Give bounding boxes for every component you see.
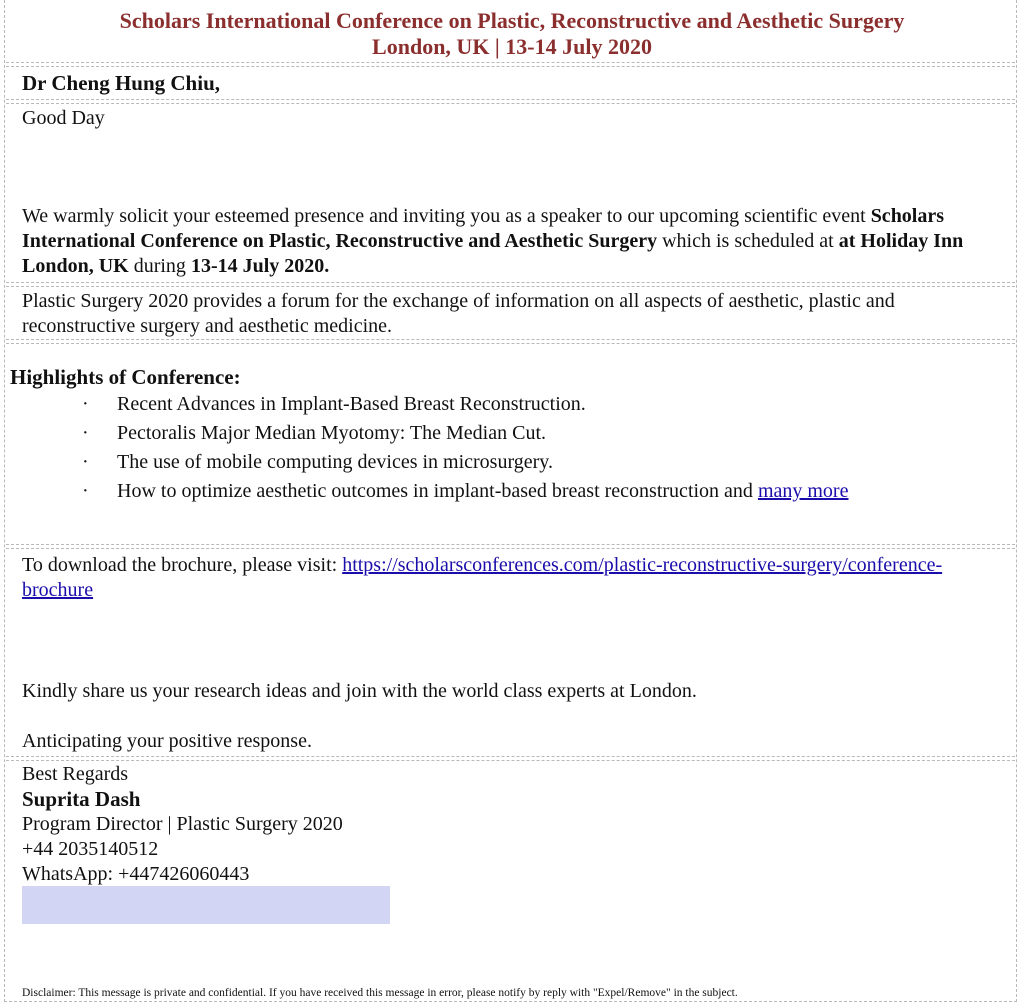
event-dates: 13-14 July 2020.: [190, 255, 330, 277]
divider: [6, 282, 1015, 287]
highlight-text: Recent Advances in Implant-Based Breast Reconstruction.: [117, 393, 586, 415]
conference-title-line2: London, UK | 13-14 July 2020: [372, 34, 652, 59]
highlight-text: The use of mobile computing devices in microsurgery.: [117, 451, 554, 473]
regards: Best Regards: [22, 763, 129, 785]
invitation-text: during: [128, 255, 191, 277]
list-item: [0, 391, 1000, 417]
divider: [6, 62, 1015, 67]
brochure-link[interactable]: https://scholarsconferences.com/plastic-reconstructive-surgery/conference-brochure: [22, 554, 943, 601]
divider: [6, 99, 1015, 104]
highlight-text: Pectoralis Major Median Myotomy: The Median Cut.: [117, 422, 547, 444]
forum-paragraph: Plastic Surgery 2020 provides a forum for the exchange of information on all aspects of aesthetic, plastic and reconstructive surgery and aesthetic medicine.: [22, 290, 895, 337]
anticipate-paragraph: Anticipating your positive response.: [22, 730, 312, 752]
redacted-block: [22, 886, 390, 924]
brochure-paragraph: [22, 553, 997, 603]
invitation-text: which is scheduled at: [657, 230, 839, 252]
divider: [6, 756, 1015, 761]
bullet-icon: ·: [82, 422, 89, 444]
list-item: [0, 478, 1000, 504]
sender-phone: +44 2035140512: [22, 838, 159, 860]
conference-title-line1: Scholars International Conference on Plastic, Reconstructive and Aesthetic Surgery: [119, 8, 905, 33]
many-more-link[interactable]: many more: [757, 480, 849, 502]
invitation-text: We warmly solicit your esteemed presence and inviting you as a speaker to our upcoming scientific event: [22, 205, 871, 227]
highlights-title: Highlights of Conference:: [10, 365, 241, 389]
brochure-text: To download the brochure, please visit:: [22, 554, 343, 576]
list-item: [0, 449, 1000, 475]
divider: [6, 544, 1015, 549]
list-item: [0, 420, 1000, 446]
sender-name: Suprita Dash: [22, 787, 141, 811]
signature-block: [22, 762, 997, 887]
invitation-paragraph: [22, 204, 997, 279]
divider: [6, 339, 1015, 344]
greeting: Good Day: [22, 107, 105, 129]
disclaimer: Disclaimer: This message is private and confidential. If you have received this message in error, please notify by reply with "Expel/Remove" in the subject.: [22, 987, 738, 999]
highlight-text: How to optimize aesthetic outcomes in implant-based breast reconstruction and: [117, 480, 758, 502]
bullet-icon: ·: [82, 451, 89, 473]
highlights-list: [0, 391, 1000, 507]
share-paragraph: Kindly share us your research ideas and join with the world class experts at London.: [22, 680, 697, 702]
bullet-icon: ·: [82, 480, 89, 502]
event-name: Scholars International Conference on Plastic, Reconstructive and Aesthetic Surgery: [22, 205, 945, 252]
bullet-icon: ·: [82, 393, 89, 415]
venue: at Holiday Inn London, UK: [22, 230, 964, 277]
sender-whatsapp: WhatsApp: +447426060443: [22, 863, 250, 885]
salutation: Dr Cheng Hung Chiu,: [22, 71, 221, 95]
sender-role: Program Director | Plastic Surgery 2020: [22, 813, 343, 835]
conference-title: [0, 8, 1024, 60]
